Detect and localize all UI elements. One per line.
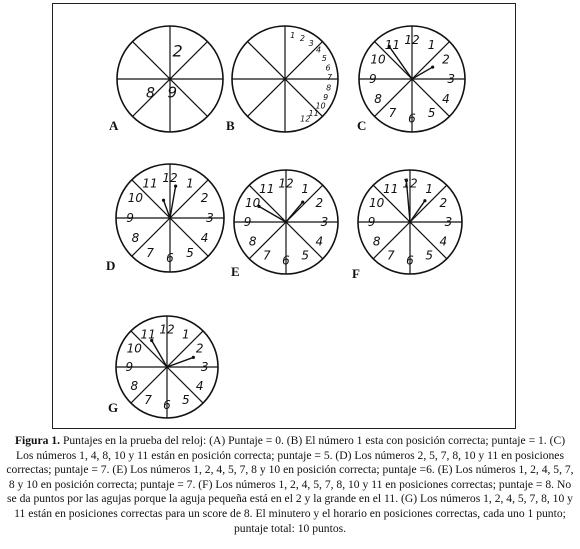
clock-numeral: 10 <box>369 195 385 210</box>
clock-numeral: 4 <box>316 45 322 55</box>
clock-numeral: 2 <box>315 195 324 210</box>
caption-text: Puntajes en la prueba del reloj: (A) Puntaje = 0. (B) El número 1 esta con posición correcta; puntaje = 1. (C) Los números 1, 4, 8, 10 y 11 están en posición correcta; puntaje = 5. (D) Los números 2, 5, 7, 8, 10 y 11 en posiciones correctas; puntaje = 7. (E) Los números 1, 2, 4, 5, 7, 8 y 10 en posición correcta; puntaje =6. (E) Los números 1, 2, 4, 5, 7, 8 y 10 en posición correcta; puntaje = 7. (F) Los números 1, 2, 4, 5, 7, 8, 10 y 11 en posiciones correctas; puntaje = 8. No se da puntos por las agujas porque la aguja pequeña está en el 2 y la grande en el 11. (G) Los números 1, 2, 4, 5, 7, 8, 10 y 11 están en posiciones correctas para un score de 8. El minutero y el horario en posiciones correctas, cada uno 1 punto; puntaje total: 10 puntos. <box>6 434 574 535</box>
clock-numeral: 6 <box>282 253 290 268</box>
clock-numeral: 10 <box>315 101 326 111</box>
clock-panel-b <box>226 26 338 133</box>
clock-hand-tip <box>423 199 426 202</box>
clock-numeral: 7 <box>326 73 333 83</box>
clock-numeral: 9 <box>243 215 252 230</box>
clock-numeral: 6 <box>325 63 331 73</box>
clock-numeral: 5 <box>321 53 327 63</box>
clock-numeral: 11 <box>142 176 158 191</box>
clock-numeral: 4 <box>439 234 448 249</box>
clock-numeral: 11 <box>384 38 401 53</box>
clock-numeral: 11 <box>308 108 319 118</box>
clock-panel-f <box>352 170 462 281</box>
clock-numeral: 11 <box>383 181 399 196</box>
panel-letter: B <box>226 118 235 133</box>
clock-numeral: 1 <box>301 181 310 196</box>
clock-numeral: 10 <box>245 195 261 210</box>
caption-label: Figura 1. <box>14 434 61 447</box>
clock-hand-tip <box>192 356 195 359</box>
clock-numeral: 3 <box>206 211 214 226</box>
clock-numeral: 9 <box>367 215 376 230</box>
clock-numeral: 10 <box>127 191 144 206</box>
clock-numeral: 8 <box>146 85 155 102</box>
clock-numeral: 5 <box>186 245 194 260</box>
clock-numeral: 1 <box>182 327 190 342</box>
clock-numeral: 3 <box>320 215 329 230</box>
clock-numeral: 11 <box>140 327 156 342</box>
clock-numeral: 6 <box>163 397 171 412</box>
clock-numeral: 4 <box>195 379 204 394</box>
clock-hand-tip <box>162 199 165 202</box>
clock-numeral: 12 <box>162 171 178 186</box>
clock-numeral: 9 <box>125 360 134 375</box>
clock-panel-a <box>109 26 223 133</box>
clock-hand <box>410 201 425 222</box>
clock-numeral: 4 <box>315 234 324 249</box>
clock-numeral: 2 <box>439 195 448 210</box>
clock-numeral: 12 <box>300 114 311 124</box>
panel-letter: D <box>106 258 116 273</box>
clock-numeral: 7 <box>386 248 395 263</box>
clock-numeral: 2 <box>299 33 305 43</box>
clock-numeral: 1 <box>290 30 296 40</box>
panel-letter: F <box>352 266 360 281</box>
clock-numeral: 7 <box>146 245 154 260</box>
clock-numeral: 11 <box>259 181 275 196</box>
clock-numeral: 2 <box>172 41 183 61</box>
clock-numeral: 1 <box>186 176 194 191</box>
clock-numeral: 9 <box>167 83 178 102</box>
clock-numeral: 3 <box>447 72 456 87</box>
clock-numeral: 5 <box>425 248 434 263</box>
clock-panel-d <box>106 164 224 273</box>
clock-numeral: 2 <box>195 341 204 356</box>
clock-numeral: 12 <box>278 176 294 191</box>
clock-panel-c <box>357 26 465 133</box>
clock-numeral: 3 <box>444 215 453 230</box>
clock-numeral: 4 <box>200 231 209 246</box>
clock-numeral: 9 <box>323 92 329 102</box>
clock-numeral: 8 <box>248 234 257 249</box>
clock-hand <box>286 202 303 222</box>
panel-letter: A <box>109 118 119 133</box>
clock-numeral: 12 <box>159 322 175 337</box>
clock-numeral: 7 <box>144 392 152 407</box>
panel-letter: E <box>231 264 240 279</box>
clock-numeral: 9 <box>126 211 134 226</box>
clock-numeral: 7 <box>388 106 397 121</box>
clock-numeral: 2 <box>200 191 209 206</box>
clock-numeral: 8 <box>326 83 332 93</box>
clock-numeral: 9 <box>368 72 377 87</box>
figure-caption <box>6 434 574 536</box>
clock-numeral: 2 <box>442 52 450 67</box>
clock-numeral: 6 <box>406 253 414 268</box>
clock-numeral: 12 <box>402 176 418 191</box>
clock-numeral: 5 <box>182 392 190 407</box>
clock-hand-tip <box>431 65 434 68</box>
clock-numeral: 8 <box>372 234 381 249</box>
clock-numeral: 8 <box>130 379 139 394</box>
clock-numeral: 10 <box>126 341 142 356</box>
panel-letter: C <box>357 118 367 133</box>
clock-numeral: 10 <box>370 52 386 67</box>
panel-letter: G <box>108 400 119 415</box>
clock-numeral: 3 <box>308 38 314 48</box>
clock-numeral: 7 <box>262 248 271 263</box>
clock-numeral: 8 <box>374 91 382 106</box>
clock-numeral: 6 <box>408 111 416 126</box>
clock-hand-tip <box>301 200 304 203</box>
clock-numeral: 1 <box>425 181 434 196</box>
clock-panel-e <box>231 170 338 279</box>
clock-numeral: 3 <box>200 360 209 375</box>
clock-numeral: 1 <box>427 38 436 53</box>
clock-numeral: 5 <box>301 248 310 263</box>
clock-numeral: 8 <box>131 231 140 246</box>
clock-numeral: 5 <box>427 106 436 121</box>
clock-numeral: 4 <box>442 91 450 106</box>
clock-numeral: 12 <box>404 32 420 47</box>
clock-panel-g <box>108 316 218 418</box>
clock-numeral: 6 <box>166 251 174 266</box>
